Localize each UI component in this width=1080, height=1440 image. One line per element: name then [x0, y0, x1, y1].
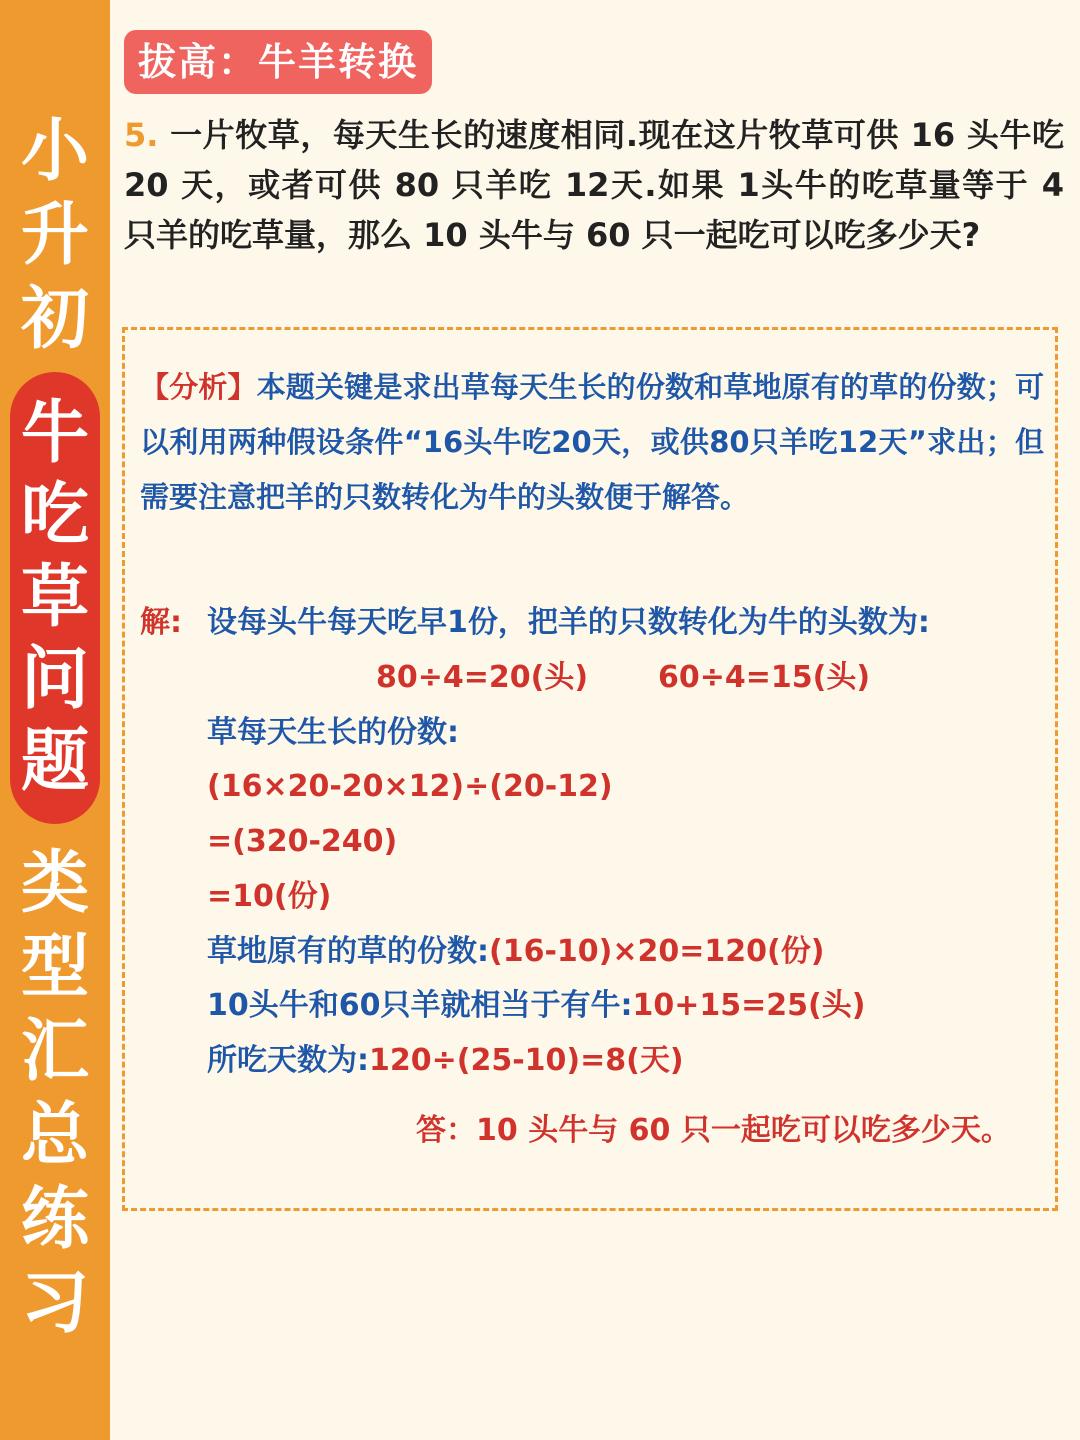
sidebar-char: 型 [20, 928, 89, 1007]
calc-sheep-2: 60÷4=15(头) [658, 660, 871, 695]
equivalent-label: 10头牛和60只羊就相当于有牛: [207, 988, 633, 1023]
equivalent-cattle-line [207, 986, 865, 1026]
question-number: 5. [124, 116, 159, 154]
original-label: 草地原有的草的份数: [207, 934, 489, 969]
sidebar-char: 牛 [20, 394, 89, 473]
sidebar-char: 升 [20, 196, 89, 275]
sidebar-banner [0, 0, 110, 1440]
answer-text: 答：10 头牛与 60 只一起吃可以吃多少天。 [416, 1113, 1011, 1148]
analysis-paragraph [140, 360, 1044, 525]
days-expression: 120÷(25-10)=8(天) [369, 1043, 684, 1078]
question-body: 一片牧草，每天生长的速度相同.现在这片牧草可供 16 头牛吃 20 天，或者可供 80 只羊吃 12天.如果 1头牛的吃草量等于 4 只羊的吃草量，那么 10 头牛与 60 只一起吃可以吃多少天? [124, 116, 1064, 254]
question-text [124, 110, 1064, 260]
growth-result: =10(份) [207, 879, 332, 914]
original-grass-line [207, 932, 824, 972]
original-expression: (16-10)×20=120(份) [489, 934, 825, 969]
growth-label: 草每天生长的份数: [207, 715, 459, 750]
analysis-text: 本题关键是求出草每天生长的份数和草地原有的草的份数；可以利用两种假设条件“16头牛吃20天，或供80只羊吃12天”求出；但需要注意把羊的只数转化为牛的头数便于解答。 [140, 370, 1044, 514]
sidebar-char: 类 [20, 844, 89, 923]
sidebar-char: 吃 [20, 476, 89, 555]
sidebar-char: 总 [20, 1096, 89, 1175]
sidebar-char: 小 [20, 112, 89, 191]
sidebar-char: 练 [20, 1180, 89, 1259]
sidebar-char: 题 [20, 722, 89, 801]
equivalent-expression: 10+15=25(头) [632, 988, 866, 1023]
days-line [207, 1041, 684, 1081]
sidebar-char: 习 [20, 1264, 89, 1343]
sidebar-char: 初 [20, 280, 89, 359]
growth-step: =(320-240) [207, 824, 398, 859]
section-tag: 拔高：牛羊转换 [124, 30, 432, 94]
sidebar-char: 汇 [20, 1012, 89, 1091]
analysis-label: 【分析】 [140, 370, 257, 404]
calc-sheep-1: 80÷4=20(头) [376, 660, 589, 695]
growth-expression: (16×20-20×12)÷(20-12) [207, 769, 613, 804]
solution-label: 解: [140, 605, 182, 640]
days-label: 所吃天数为: [207, 1043, 369, 1078]
sidebar-char: 草 [20, 558, 89, 637]
solution-step1: 设每头牛每天吃早1份，把羊的只数转化为牛的头数为: [207, 605, 930, 640]
sidebar-char: 问 [20, 640, 89, 719]
